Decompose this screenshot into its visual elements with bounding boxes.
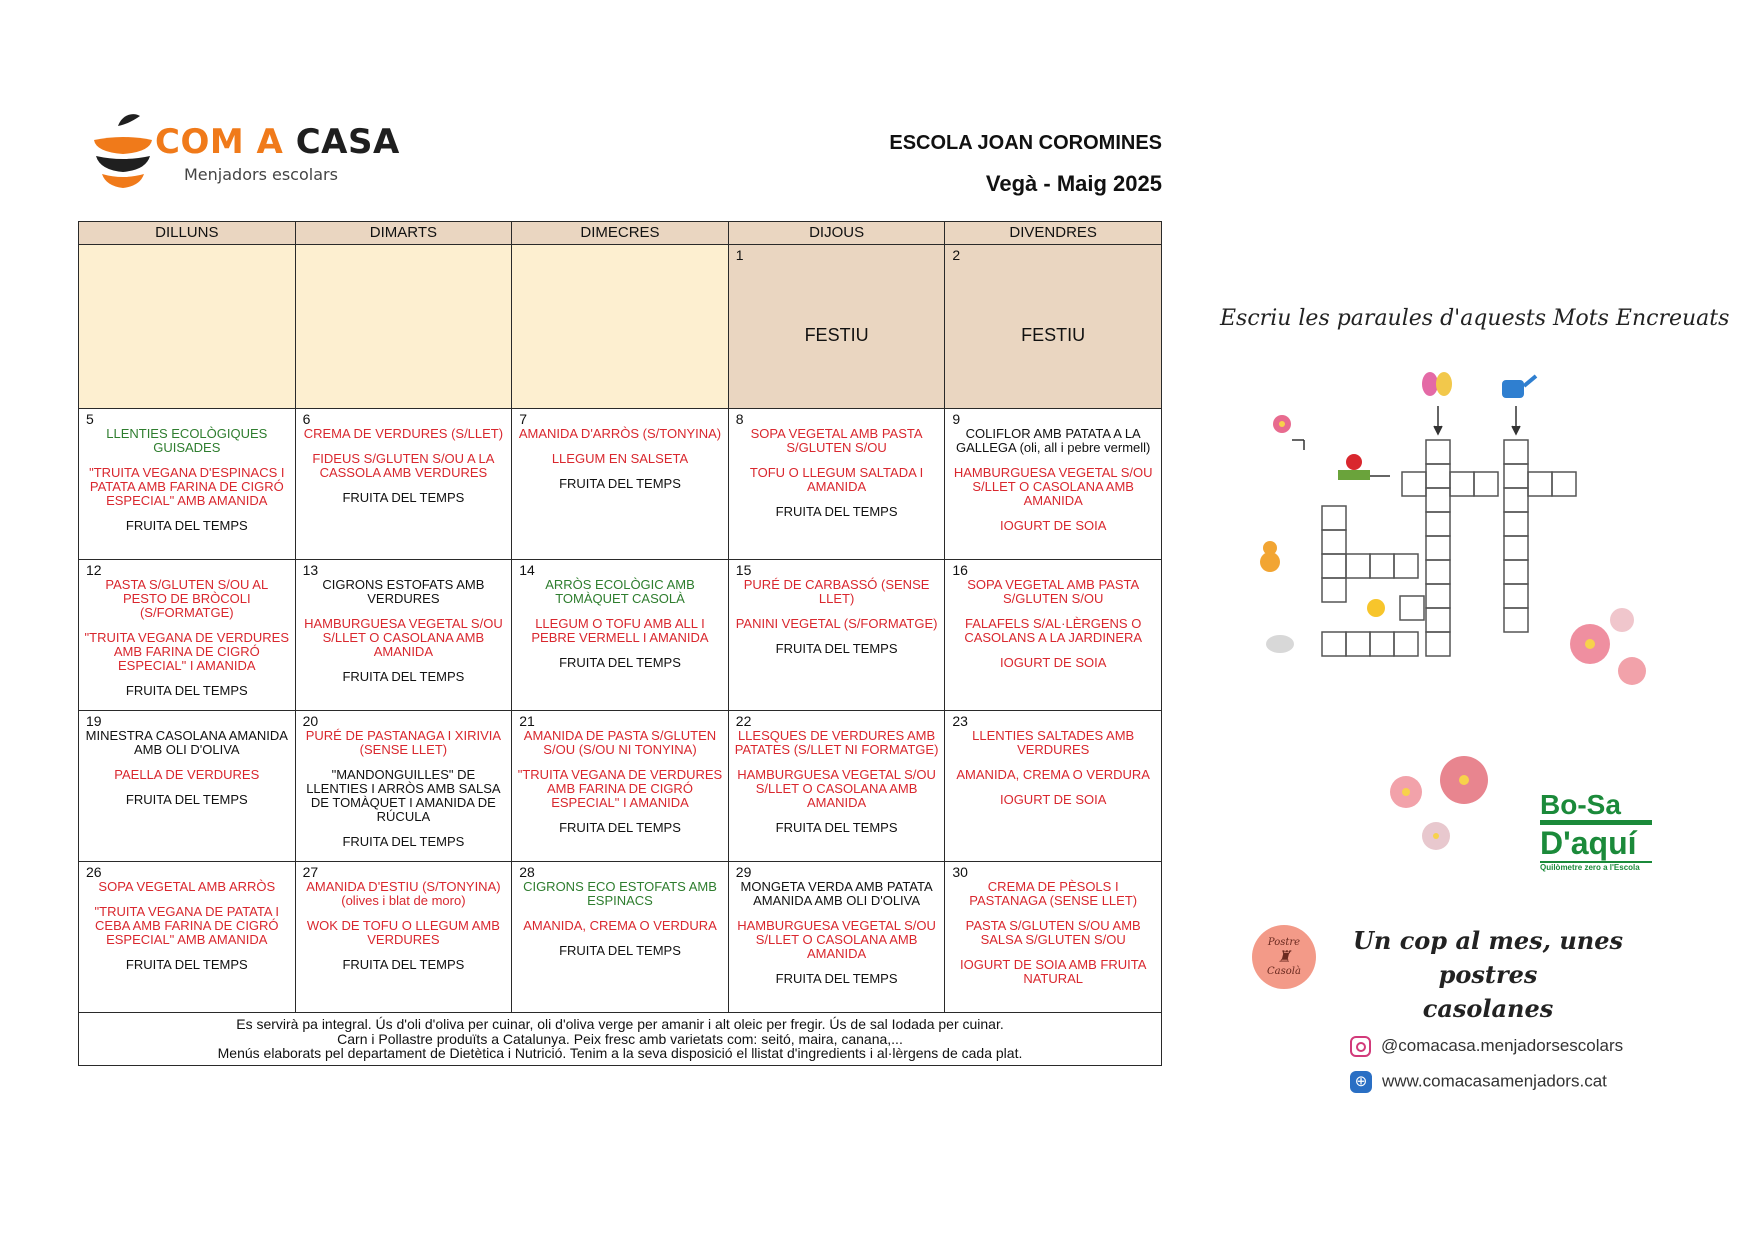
dish-list	[79, 711, 295, 811]
kmzero-line: Bo-Sa	[1540, 790, 1652, 825]
dish-list	[512, 711, 728, 839]
dish-item: FRUITA DEL TEMPS	[559, 476, 681, 491]
flowers-decoration-2	[1386, 752, 1526, 862]
crossword-title: Escriu les paraules d'aquests Mots Encreuats	[1220, 306, 1730, 331]
dish-item: TOFU O LLEGUM SALTADA I AMANIDA	[749, 465, 924, 494]
message-line: casolanes	[1422, 994, 1554, 1023]
day-cell	[945, 560, 1162, 711]
brand-name: COM A CASA	[155, 122, 400, 162]
dish-list	[79, 409, 295, 537]
day-cell	[79, 862, 296, 1013]
bo-sa-daqui-logo	[1540, 790, 1652, 890]
week-row	[79, 560, 1162, 711]
week-row	[79, 409, 1162, 560]
dish-item: FRUITA DEL TEMPS	[342, 834, 465, 849]
day-number: 13	[302, 562, 319, 578]
dish-item: "TRUITA VEGANA D'ESPINACS I PATATA AMB FARINA DE CIGRÓ ESPECIAL" AMB AMANIDA	[89, 465, 285, 508]
day-cell	[79, 560, 296, 711]
day-cell	[79, 409, 296, 560]
empty-day-cell	[512, 245, 729, 409]
weekday-header: DIMARTS	[295, 222, 512, 245]
dish-item: FRUITA DEL TEMPS	[342, 490, 465, 505]
dish-item: SOPA VEGETAL AMB ARRÒS	[98, 879, 276, 894]
dish-list	[945, 862, 1161, 990]
dish-item: PASTA S/GLUTEN S/OU AMB SALSA S/GLUTEN S/OU	[965, 918, 1141, 947]
day-content	[945, 560, 1161, 710]
day-number: 5	[86, 411, 94, 427]
dish-item: PURÉ DE PASTANAGA I XIRIVIA (SENSE LLET)	[305, 728, 502, 757]
day-number: 14	[519, 562, 535, 578]
menu-title: Vegà - Maig 2025	[985, 171, 1162, 196]
message-line: Un cop al mes, unes postres	[1352, 926, 1624, 989]
day-content	[79, 862, 295, 1012]
dish-item: AMANIDA DE PASTA S/GLUTEN S/OU (S/OU NI TONYINA)	[523, 728, 717, 757]
instagram-link[interactable]	[1350, 1036, 1623, 1057]
dish-list	[945, 409, 1161, 537]
dish-item: FRUITA DEL TEMPS	[775, 971, 898, 986]
dish-item: AMANIDA D'ARRÒS (S/TONYINA)	[518, 426, 722, 441]
day-content	[512, 711, 728, 861]
flower-icon	[1273, 415, 1291, 433]
kmzero-tagline: Quilòmetre zero a l'Escola	[1540, 861, 1652, 872]
dish-item: FRUITA DEL TEMPS	[559, 655, 681, 670]
day-cell	[728, 560, 945, 711]
butterfly-icon	[1422, 372, 1452, 396]
postre-casola-badge	[1252, 925, 1316, 989]
day-number: 22	[735, 713, 752, 729]
week-row	[79, 245, 1162, 409]
holiday-content	[729, 245, 945, 408]
dish-list	[296, 711, 512, 853]
dish-list	[79, 560, 295, 702]
day-content	[296, 862, 512, 1012]
dish-item: FRUITA DEL TEMPS	[775, 641, 898, 656]
dish-item: LLENTIES ECOLÒGIQUES GUISADES	[106, 426, 268, 455]
dish-item: FRUITA DEL TEMPS	[342, 957, 465, 972]
day-content	[945, 711, 1161, 861]
dish-item: MINESTRA CASOLANA AMANIDA AMB OLI D'OLIVA	[85, 728, 288, 757]
crossword-arrows	[1292, 406, 1520, 476]
holiday-content	[945, 245, 1161, 408]
instagram-icon	[1350, 1036, 1371, 1057]
note-line: Es servirà pa integral. Ús d'oli d'oliva per cuinar, oli d'oliva verge per amanir i alt oleic per fregir. Ús de sal Iodada per cuinar.	[236, 1016, 1004, 1032]
dish-list	[296, 560, 512, 688]
day-content	[296, 409, 512, 559]
dish-list	[729, 862, 945, 990]
menu-calendar	[78, 221, 1162, 1013]
day-content	[729, 560, 945, 710]
weekday-header: DILLUNS	[79, 222, 296, 245]
dish-item: COLIFLOR AMB PATATA A LA GALLEGA (oli, all i pebre vermell)	[956, 426, 1151, 455]
dish-item: AMANIDA D'ESTIU (S/TONYINA)(olives i blat de moro)	[306, 879, 501, 908]
day-number: 21	[519, 713, 535, 729]
dish-item: "TRUITA VEGANA DE VERDURES AMB FARINA DE CIGRÓ ESPECIAL" I AMANIDA	[517, 767, 723, 810]
dish-item: FRUITA DEL TEMPS	[775, 504, 898, 519]
dish-item: HAMBURGUESA VEGETAL S/OU S/LLET O CASOLANA AMB AMANIDA	[737, 918, 936, 961]
day-number: 29	[735, 864, 752, 880]
dish-item: HAMBURGUESA VEGETAL S/OU S/LLET O CASOLANA AMB AMANIDA	[304, 616, 503, 659]
dish-item: "TRUITA VEGANA DE PATATA I CEBA AMB FARINA DE CIGRÓ ESPECIAL" AMB AMANIDA	[94, 904, 280, 947]
watering-can-icon	[1502, 376, 1536, 398]
day-number: 20	[302, 713, 319, 729]
day-number: 15	[735, 562, 752, 578]
badge-line: Postre	[1267, 937, 1301, 948]
day-content	[512, 862, 728, 1012]
dish-item: PAELLA DE VERDURES	[114, 767, 260, 782]
dish-item: "TRUITA VEGANA DE VERDURES AMB FARINA DE CIGRÓ ESPECIAL" I AMANIDA	[84, 630, 290, 673]
day-content	[512, 560, 728, 710]
day-number: 8	[735, 411, 744, 427]
day-content	[945, 862, 1161, 1012]
holiday-cell	[728, 245, 945, 409]
globe-icon: ⊕	[1350, 1071, 1372, 1093]
weekday-header: DIMECRES	[512, 222, 729, 245]
empty-day-cell	[79, 245, 296, 409]
day-cell	[945, 862, 1162, 1013]
dish-item: CIGRONS ESTOFATS AMB VERDURES	[322, 577, 485, 606]
dish-list	[945, 560, 1161, 674]
dish-list	[729, 560, 945, 660]
note-line: Carn i Pollastre produïts a Catalunya. Peix fresc amb varietats com: seitó, maira, canana,...	[337, 1030, 903, 1047]
day-cell	[295, 560, 512, 711]
dish-list	[945, 711, 1161, 811]
dish-item: IOGURT DE SOIA	[999, 655, 1107, 670]
dish-item: FALAFELS S/AL·LÈRGENS O CASOLANS A LA JARDINERA	[964, 616, 1143, 645]
menu-notes	[78, 1012, 1162, 1066]
dish-item: FRUITA DEL TEMPS	[125, 957, 248, 972]
day-number: 2	[952, 247, 961, 263]
dish-list	[296, 409, 512, 509]
dish-item: SOPA VEGETAL AMB PASTA S/GLUTEN S/OU	[750, 426, 923, 455]
chick-icon	[1260, 541, 1280, 572]
day-number: 19	[86, 713, 102, 729]
dish-item: FRUITA DEL TEMPS	[125, 683, 248, 698]
dish-item: FRUITA DEL TEMPS	[559, 820, 681, 835]
day-cell	[512, 862, 729, 1013]
rain-cloud-icon	[1266, 635, 1294, 653]
holiday-label: FESTIU	[1021, 325, 1086, 345]
website-link[interactable]	[1350, 1071, 1607, 1093]
day-number: 6	[302, 411, 311, 427]
weekday-header-row	[79, 222, 1162, 245]
day-number: 7	[519, 411, 527, 427]
week-row	[79, 711, 1162, 862]
day-cell	[512, 560, 729, 711]
day-number: 27	[302, 864, 319, 880]
day-content	[79, 711, 295, 861]
empty-day-cell	[295, 245, 512, 409]
note-line: Menús elaborats pel departament de Dietètica i Nutrició. Tenim a la seva disposició el llistat d'ingredients i al·lèrgens de cada plat.	[217, 1045, 1023, 1061]
day-content	[729, 862, 945, 1012]
dish-item: HAMBURGUESA VEGETAL S/OU S/LLET O CASOLANA AMB AMANIDA	[737, 767, 936, 810]
dish-item: IOGURT DE SOIA AMB FRUITA NATURAL	[960, 957, 1147, 986]
sun-icon	[1367, 599, 1385, 617]
school-name: ESCOLA JOAN COROMINES	[889, 132, 1162, 154]
dish-list	[512, 560, 728, 674]
dish-item: CREMA DE VERDURES (S/LLET)	[303, 426, 504, 441]
day-number: 16	[952, 562, 968, 578]
day-cell	[295, 409, 512, 560]
dish-item: FRUITA DEL TEMPS	[559, 943, 681, 958]
dish-item: FRUITA DEL TEMPS	[775, 820, 898, 835]
day-cell	[728, 862, 945, 1013]
dish-list	[729, 409, 945, 523]
dish-item: IOGURT DE SOIA	[999, 792, 1107, 807]
week-row	[79, 862, 1162, 1013]
com-a-casa-logo	[88, 112, 400, 194]
dish-item: WOK DE TOFU O LLEGUM AMB VERDURES	[306, 918, 500, 947]
dish-item: PASTA S/GLUTEN S/OU AL PESTO DE BRÒCOLI (S/FORMATGE)	[105, 577, 269, 620]
holiday-label: FESTIU	[804, 325, 869, 345]
holiday-cell	[945, 245, 1162, 409]
badge-line: Casolà	[1267, 966, 1301, 977]
day-number: 1	[735, 247, 744, 263]
dish-item: ARRÒS ECOLÒGIC AMB TOMÀQUET CASOLÀ	[545, 577, 695, 606]
bowl-icon	[88, 112, 158, 192]
dish-list	[79, 862, 295, 976]
day-number: 23	[952, 713, 968, 729]
ladybug-icon	[1338, 454, 1370, 480]
day-content	[296, 711, 512, 861]
dish-item: HAMBURGUESA VEGETAL S/OU S/LLET O CASOLANA AMB AMANIDA	[953, 465, 1153, 508]
day-content	[729, 711, 945, 861]
weekday-header: DIVENDRES	[945, 222, 1162, 245]
website-url: www.comacasamenjadors.cat	[1382, 1071, 1607, 1091]
dish-list	[512, 862, 728, 962]
day-content	[945, 409, 1161, 559]
day-cell	[945, 711, 1162, 862]
day-cell	[728, 409, 945, 560]
dish-item: FIDEUS S/GLUTEN S/OU A LA CASSOLA AMB VERDURES	[312, 451, 495, 480]
dish-item: FRUITA DEL TEMPS	[342, 669, 465, 684]
dish-item: AMANIDA, CREMA O VERDURA	[523, 918, 717, 933]
dish-item: LLEGUM EN SALSETA	[551, 451, 689, 466]
dish-list	[729, 711, 945, 839]
instagram-handle: @comacasa.menjadorsescolars	[1381, 1036, 1624, 1055]
dish-item: PANINI VEGETAL (S/FORMATGE)	[735, 616, 938, 631]
homemade-dessert-message	[1318, 924, 1658, 1026]
dish-item: AMANIDA, CREMA O VERDURA	[956, 767, 1150, 782]
brand-subtitle: Menjadors escolars	[184, 165, 338, 184]
dish-item: "MANDONGUILLES" DE LLENTIES I ARRÒS AMB SALSA DE TOMÀQUET I AMANIDA DE RÚCULA	[306, 767, 501, 824]
dish-list	[296, 862, 512, 976]
dish-item: LLEGUM O TOFU AMB ALL I PEBRE VERMELL I AMANIDA	[531, 616, 709, 645]
dish-item: LLESQUES DE VERDURES AMB PATATES (S/LLET NI FORMATGE)	[734, 728, 939, 757]
dish-item: SOPA VEGETAL AMB PASTA S/GLUTEN S/OU	[967, 577, 1140, 606]
day-number: 28	[519, 864, 535, 880]
crossword-puzzle	[1240, 366, 1660, 746]
dish-item: MONGETA VERDA AMB PATATA AMANIDA AMB OLI D'OLIVA	[740, 879, 933, 908]
dish-item: FRUITA DEL TEMPS	[125, 792, 248, 807]
day-number: 12	[86, 562, 102, 578]
dish-item: CIGRONS ECO ESTOFATS AMB ESPINACS	[523, 879, 717, 908]
weekday-header: DIJOUS	[728, 222, 945, 245]
day-content	[79, 409, 295, 559]
kmzero-line: D'aquí	[1540, 825, 1637, 861]
day-cell	[295, 711, 512, 862]
day-number: 30	[952, 864, 968, 880]
day-cell	[728, 711, 945, 862]
day-number: 9	[952, 411, 961, 427]
day-cell	[512, 409, 729, 560]
flowers-decoration	[1570, 608, 1646, 685]
dish-item: FRUITA DEL TEMPS	[125, 518, 248, 533]
day-cell	[945, 409, 1162, 560]
dish-item: CREMA DE PÈSOLS I PASTANAGA (SENSE LLET)	[969, 879, 1138, 908]
day-content	[729, 409, 945, 559]
dish-item: LLENTIES SALTADES AMB VERDURES	[972, 728, 1135, 757]
day-content	[296, 560, 512, 710]
day-cell	[79, 711, 296, 862]
day-cell	[295, 862, 512, 1013]
day-content	[79, 560, 295, 710]
day-cell	[512, 711, 729, 862]
dish-item: PURÉ DE CARBASSÓ (SENSE LLET)	[743, 577, 930, 606]
dish-item: IOGURT DE SOIA	[999, 518, 1107, 533]
day-content	[512, 409, 728, 559]
dish-list	[512, 409, 728, 495]
cake-icon: ♜	[1276, 947, 1292, 966]
day-number: 26	[86, 864, 102, 880]
